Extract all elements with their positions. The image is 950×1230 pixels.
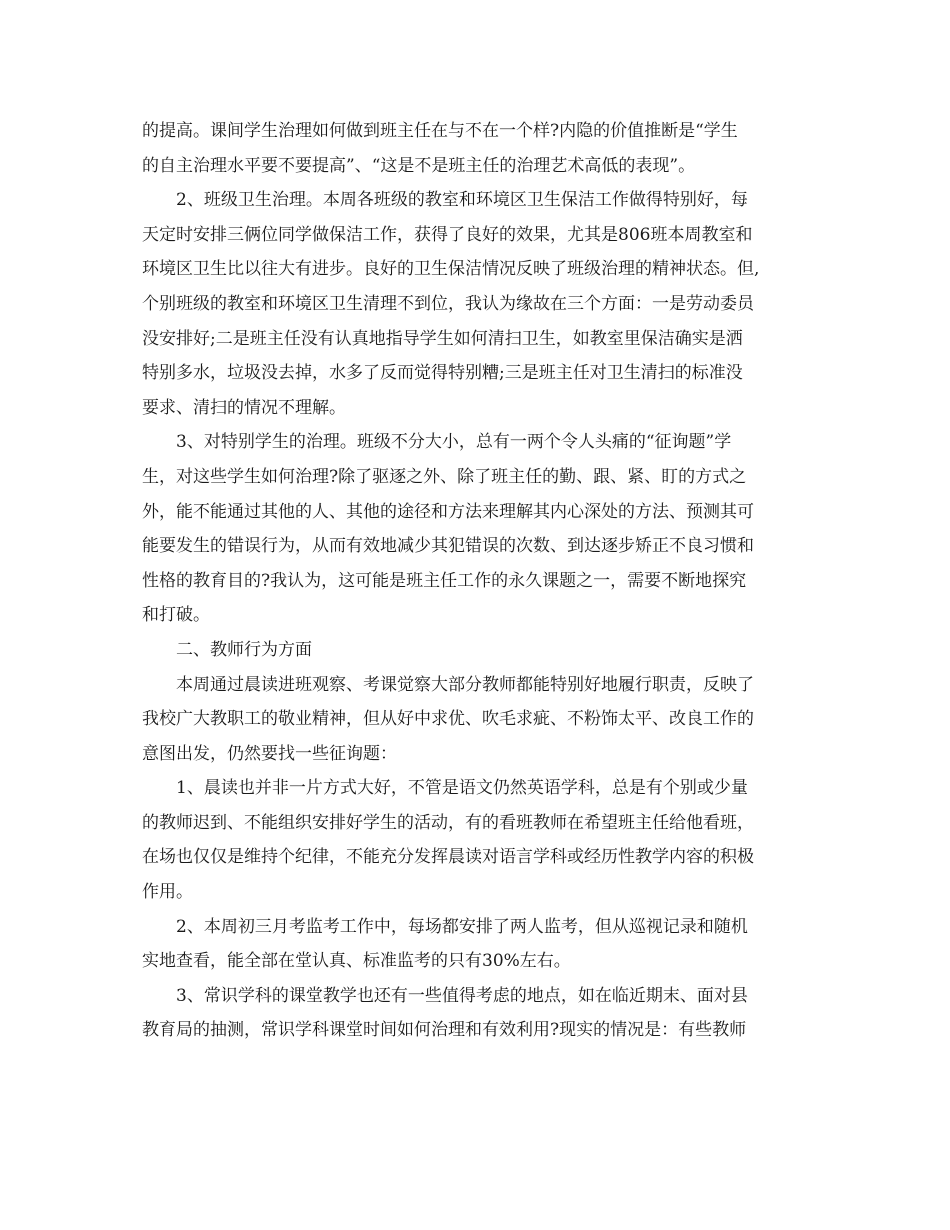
text-line: 在场也仅仅是维持个纪律，不能充分发挥晨读对语言学科或经历性教学内容的积极 xyxy=(142,847,754,868)
text-line: 要求、清扫的情况不理解。 xyxy=(142,397,346,418)
text-line: 的教师迟到、不能组织安排好学生的活动，有的看班教师在希望班主任给他看班， xyxy=(142,812,754,833)
text-line: 生，对这些学生如何治理?除了驱逐之外、除了班主任的勤、跟、紧、盯的方式之 xyxy=(142,466,747,487)
text-line: 意图出发，仍然要找一些征询题： xyxy=(142,743,397,764)
text-line: 的自主治理水平要不要提高”、“这是不是班主任的治理艺术高低的表现”。 xyxy=(142,155,696,176)
paragraph-start-line: 3、常识学科的课堂教学也还有一些值得考虑的地点，如在临近期末、面对县 xyxy=(176,985,748,1006)
paragraph-start-line: 2、班级卫生治理。本周各班级的教室和环境区卫生保洁工作做得特别好，每 xyxy=(176,190,748,211)
text-line: 作用。 xyxy=(142,882,193,903)
text-line: 特别多水，垃圾没去掉，水多了反而觉得特别糟;三是班主任对卫生清扫的标准没 xyxy=(142,363,743,384)
text-line: 教育局的抽测，常识学科课堂时间如何治理和有效利用?现实的情况是：有些教师 xyxy=(142,1020,747,1041)
paragraph-start-line: 3、对特别学生的治理。班级不分大小，总有一两个令人头痛的“征询题”学 xyxy=(176,432,732,453)
paragraph-start-line: 2、本周初三月考监考工作中，每场都安排了两人监考，但从巡视记录和随机 xyxy=(176,916,748,937)
text-line: 实地查看，能全部在堂认真、标准监考的只有30%左右。 xyxy=(142,951,571,972)
text-line: 能要发生的错误行为，从而有效地减少其犯错误的次数、到达逐步矫正不良习惯和 xyxy=(142,536,754,557)
text-line: 环境区卫生比以往大有进步。良好的卫生保洁情况反映了班级治理的精神状态。但, xyxy=(142,259,760,280)
text-line: 性格的教育目的?我认为，这可能是班主任工作的永久课题之一，需要不断地探究 xyxy=(142,570,747,591)
text-line: 天定时安排三俩位同学做保洁工作，获得了良好的效果，尤其是806班本周教室和 xyxy=(142,224,753,245)
text-line: 我校广大教职工的敬业精神，但从好中求优、吹毛求疵、不粉饰太平、改良工作的 xyxy=(142,709,754,730)
paragraph-start-line: 本周通过晨读进班观察、考课觉察大部分教师都能特别好地履行职责，反映了 xyxy=(176,674,754,695)
document-body xyxy=(142,114,812,1048)
paragraph-start-line: 1、晨读也并非一片方式大好，不管是语文仍然英语学科，总是有个别或少量 xyxy=(176,778,748,799)
text-line: 没安排好;二是班主任没有认真地指导学生如何清扫卫生，如教室里保洁确实是洒 xyxy=(142,328,743,349)
text-line: 外，能不能通过其他的人、其他的途径和方法来理解其内心深处的方法、预测其可 xyxy=(142,501,754,522)
section-heading: 二、教师行为方面 xyxy=(176,639,312,660)
text-line: 和打破。 xyxy=(142,605,210,626)
text-line: 个别班级的教室和环境区卫生清理不到位，我认为缘故在三个方面：一是劳动委员 xyxy=(142,293,754,314)
text-line: 的提高。课间学生治理如何做到班主任在与不在一个样?内隐的价值推断是“学生 xyxy=(142,121,738,141)
